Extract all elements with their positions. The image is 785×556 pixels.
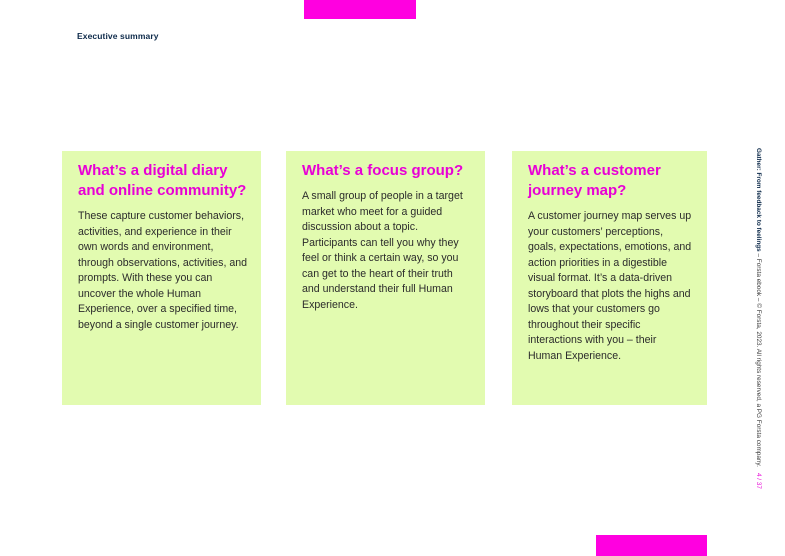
accent-bar-bottom [596, 535, 707, 556]
copyright-text: – Forsta ebook – © Forsta, 2023. All rights reserved, a PG Forsta company. [755, 251, 762, 467]
card-journey-map [512, 151, 707, 405]
card-body: These capture customer behaviors, activities, and experience in their own words and environment, through observations, activities, and prompts. With these you can uncover the whole Human Experience, over a specified time, beyond a single customer journey. [78, 210, 248, 331]
card-digital-diary [62, 151, 261, 405]
card-body: A customer journey map serves up your customers’ perceptions, goals, expectations, emotions, and action priorities in a digestible visual format. It’s a data-driven storyboard that plots the highs and lows that your customers go throughout their specific interactions with you – their Human Experience. [528, 210, 692, 362]
section-label: Executive summary [77, 31, 159, 41]
book-title: Gather: From feedback to feelings [755, 148, 762, 252]
vertical-footer [750, 148, 762, 540]
card-title: What’s a digital diary and online community? [78, 162, 247, 199]
card-title: What’s a focus group? [302, 162, 464, 179]
accent-bar-top [304, 0, 416, 19]
card-title: What’s a customer journey map? [528, 162, 661, 199]
card-focus-group [286, 151, 485, 405]
card-body: A small group of people in a target market who meet for a guided discussion about a topic. Participants can tell you why they feel or think a certain way, so you can get to the heart of their truth and understand their full Human Experience. [302, 190, 463, 311]
page-number: 4 / 37 [755, 472, 762, 489]
